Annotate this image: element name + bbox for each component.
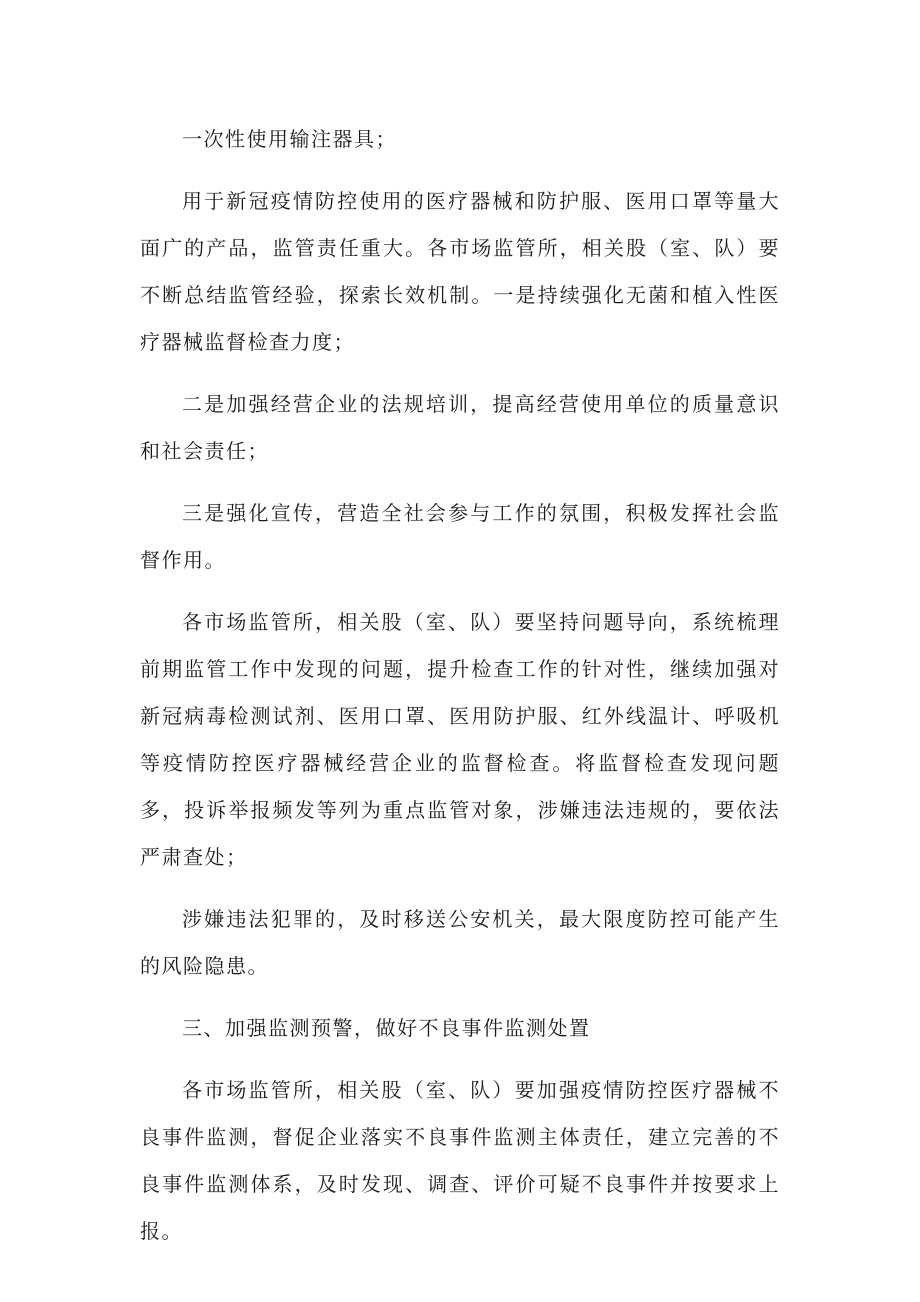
section-heading: 三、加强监测预警，做好不良事件监测处置 [182, 1016, 591, 1040]
paragraph-7: 各市场监管所，相关股（室、队）要加强疫情防控医疗器械不良事件监测，督促企业落实不良事件监测主体责任，建立完善的不良事件监测体系，及时发现、调查、评价可疑不良事件并按要求上报。 [140, 1078, 780, 1243]
paragraph-4: 三是强化宣传，营造全社会参与工作的氛围，积极发挥社会监督作用。 [140, 501, 780, 572]
paragraph-5: 各市场监管所，相关股（室、队）要坚持问题导向，系统梳理前期监管工作中发现的问题，提升检查工作的针对性，继续加强对新冠病毒检测试剂、医用口罩、医用防护服、红外线温计、呼吸机等疫情防控医疗器械经营企业的监督检查。将监督检查发现问题多，投诉举报频发等列为重点监管对象，涉嫌违法违规的，要依法严肃查处； [140, 610, 780, 869]
document-body [140, 116, 780, 1270]
paragraph-1: 一次性使用输注器具； [182, 127, 397, 151]
paragraph-6: 涉嫌违法犯罪的，及时移送公安机关，最大限度防控可能产生的风险隐患。 [140, 907, 780, 978]
paragraph-3: 二是加强经营企业的法规培训，提高经营使用单位的质量意识和社会责任； [140, 392, 780, 463]
paragraph-2: 用于新冠疫情防控使用的医疗器械和防护服、医用口罩等量大面广的产品，监管责任重大。各市场监管所，相关股（室、队）要不断总结监管经验，探索长效机制。一是持续强化无菌和植入性医疗器械监督检查力度； [140, 189, 780, 354]
